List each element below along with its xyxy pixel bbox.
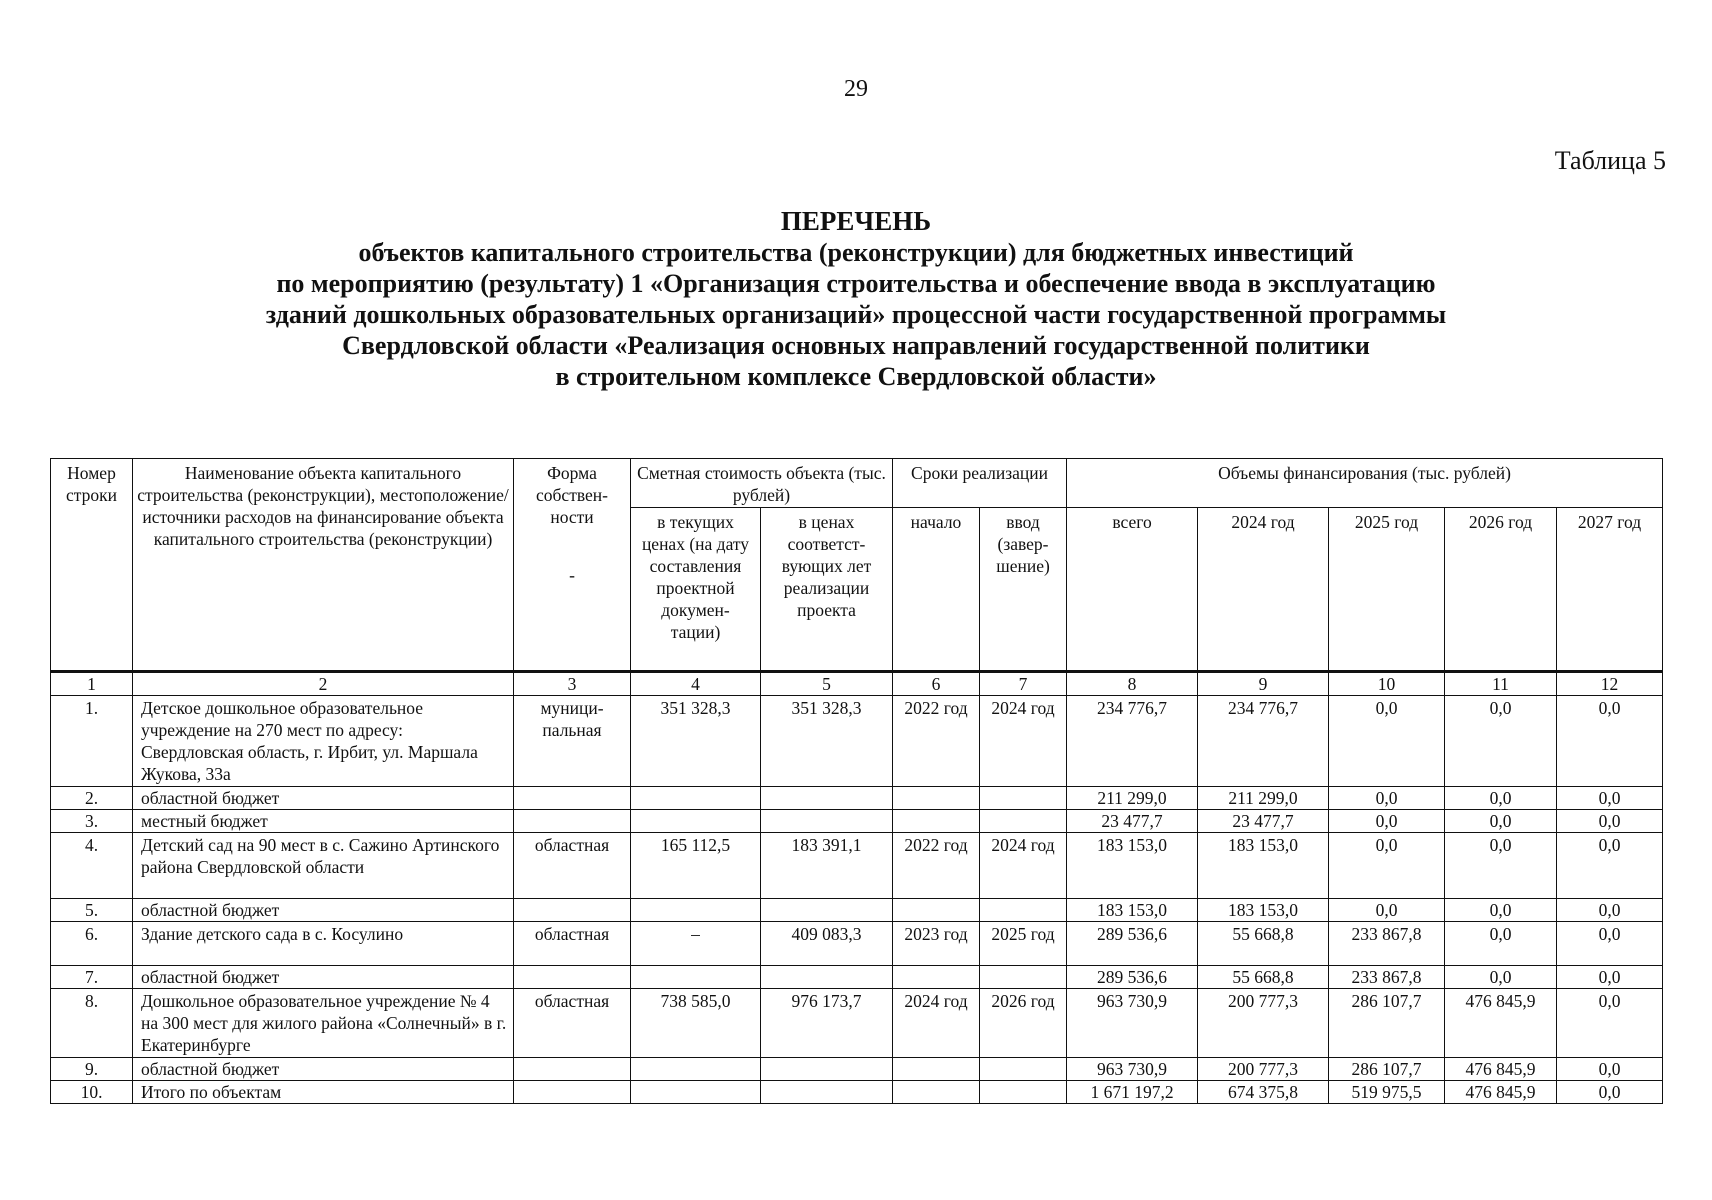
row-number: 2. — [51, 787, 133, 810]
column-number: 7 — [980, 672, 1067, 696]
funding-2027: 0,0 — [1557, 810, 1663, 833]
column-number: 10 — [1329, 672, 1445, 696]
funding-2024: 200 777,3 — [1198, 1058, 1329, 1081]
funding-2027: 0,0 — [1557, 833, 1663, 899]
header-term-end: ввод (завер- шение) — [980, 508, 1067, 672]
table-row — [51, 966, 1663, 989]
term-start — [893, 966, 980, 989]
cost-current-prices — [631, 966, 761, 989]
table-row — [51, 922, 1663, 966]
ownership-form — [514, 1081, 631, 1104]
cost-current-prices: 351 328,3 — [631, 696, 761, 787]
column-number: 9 — [1198, 672, 1329, 696]
cost-year-prices — [761, 1058, 893, 1081]
heading-line: объектов капитального строительства (реконструкции) для бюджетных инвестиций — [358, 238, 1354, 267]
table-row — [51, 989, 1663, 1058]
column-number-row — [51, 672, 1663, 696]
table-row — [51, 787, 1663, 810]
funding-total: 23 477,7 — [1067, 810, 1198, 833]
objects-table — [50, 458, 1663, 1104]
funding-total: 1 671 197,2 — [1067, 1081, 1198, 1104]
table-label: Таблица 5 — [1554, 146, 1666, 175]
funding-2026: 0,0 — [1445, 922, 1557, 966]
cost-current-prices — [631, 787, 761, 810]
header-cost-current-prices: в текущих ценах (на дату составления проектной докумен- тации) — [631, 508, 761, 672]
funding-2026: 0,0 — [1445, 696, 1557, 787]
funding-2026: 0,0 — [1445, 899, 1557, 922]
ownership-form: областная — [514, 989, 631, 1058]
cost-current-prices: – — [631, 922, 761, 966]
funding-2025: 233 867,8 — [1329, 966, 1445, 989]
cost-year-prices: 409 083,3 — [761, 922, 893, 966]
funding-total: 963 730,9 — [1067, 989, 1198, 1058]
cost-year-prices — [761, 966, 893, 989]
header-year-2025: 2025 год — [1329, 508, 1445, 672]
header-estimated-cost: Сметная стоимость объекта (тыс. рублей) — [631, 459, 893, 508]
funding-2024: 234 776,7 — [1198, 696, 1329, 787]
cost-current-prices — [631, 1058, 761, 1081]
table-row — [51, 899, 1663, 922]
ownership-form — [514, 787, 631, 810]
row-number: 10. — [51, 1081, 133, 1104]
object-name: Детский сад на 90 мест в с. Сажино Артинского района Свердловской области — [133, 833, 514, 899]
cost-current-prices — [631, 1081, 761, 1104]
funding-2026: 0,0 — [1445, 810, 1557, 833]
term-start: 2022 год — [893, 696, 980, 787]
term-start — [893, 787, 980, 810]
ownership-form — [514, 899, 631, 922]
object-name: областной бюджет — [133, 899, 514, 922]
funding-2024: 674 375,8 — [1198, 1081, 1329, 1104]
funding-total: 183 153,0 — [1067, 833, 1198, 899]
heading-line: по мероприятию (результату) 1 «Организация строительства и обеспечение ввода в эксплуатацию — [276, 269, 1436, 298]
funding-total: 289 536,6 — [1067, 966, 1198, 989]
object-name: областной бюджет — [133, 787, 514, 810]
funding-2026: 0,0 — [1445, 787, 1557, 810]
funding-2026: 0,0 — [1445, 966, 1557, 989]
term-end — [980, 1081, 1067, 1104]
funding-total: 234 776,7 — [1067, 696, 1198, 787]
ownership-form — [514, 966, 631, 989]
funding-2025: 0,0 — [1329, 787, 1445, 810]
header-year-2026: 2026 год — [1445, 508, 1557, 672]
term-end — [980, 899, 1067, 922]
table-row — [51, 833, 1663, 899]
object-name: Дошкольное образовательное учреждение № 4 на 300 мест для жилого района «Солнечный» в г. Екатеринбурге — [133, 989, 514, 1058]
header-object-name: Наименование объекта капитального строительства (реконструкции), местоположение/ источники расходов на финансирование объекта капитального строительства (реконструкции) — [133, 459, 514, 672]
funding-2026: 0,0 — [1445, 833, 1557, 899]
header-year-2027: 2027 год — [1557, 508, 1663, 672]
funding-2025: 0,0 — [1329, 810, 1445, 833]
object-name: Детское дошкольное образовательное учреждение на 270 мест по адресу: Свердловская область, г. Ирбит, ул. Маршала Жукова, 33а — [133, 696, 514, 787]
ownership-form — [514, 810, 631, 833]
row-number: 3. — [51, 810, 133, 833]
funding-2026: 476 845,9 — [1445, 989, 1557, 1058]
cost-current-prices: 738 585,0 — [631, 989, 761, 1058]
funding-total: 183 153,0 — [1067, 899, 1198, 922]
funding-2027: 0,0 — [1557, 1081, 1663, 1104]
term-start: 2023 год — [893, 922, 980, 966]
ownership-form — [514, 1058, 631, 1081]
term-end: 2024 год — [980, 833, 1067, 899]
term-start — [893, 810, 980, 833]
funding-2024: 23 477,7 — [1198, 810, 1329, 833]
funding-2024: 200 777,3 — [1198, 989, 1329, 1058]
table-row — [51, 1081, 1663, 1104]
funding-2025: 233 867,8 — [1329, 922, 1445, 966]
heading-line: зданий дошкольных образовательных организаций» процессной части государственной программы — [265, 300, 1447, 329]
row-number: 9. — [51, 1058, 133, 1081]
heading-title: ПЕРЕЧЕНЬ — [780, 206, 932, 236]
column-number: 5 — [761, 672, 893, 696]
column-number: 12 — [1557, 672, 1663, 696]
header-ownership-label: Форма собствен- ности — [536, 463, 608, 527]
term-start: 2022 год — [893, 833, 980, 899]
funding-2027: 0,0 — [1557, 989, 1663, 1058]
row-number: 5. — [51, 899, 133, 922]
header-row-number: Номер строки — [51, 459, 133, 672]
funding-2027: 0,0 — [1557, 922, 1663, 966]
term-start — [893, 1081, 980, 1104]
object-name: областной бюджет — [133, 1058, 514, 1081]
cost-current-prices — [631, 810, 761, 833]
header-implementation-terms: Сроки реализации — [893, 459, 1067, 508]
term-start — [893, 899, 980, 922]
funding-2025: 286 107,7 — [1329, 1058, 1445, 1081]
cost-year-prices — [761, 810, 893, 833]
object-name: местный бюджет — [133, 810, 514, 833]
funding-2025: 0,0 — [1329, 833, 1445, 899]
object-name: Итого по объектам — [133, 1081, 514, 1104]
cost-current-prices — [631, 899, 761, 922]
term-start — [893, 1058, 980, 1081]
column-number: 6 — [893, 672, 980, 696]
funding-2027: 0,0 — [1557, 787, 1663, 810]
document-heading — [120, 206, 1592, 392]
column-number: 2 — [133, 672, 514, 696]
term-end — [980, 787, 1067, 810]
funding-2024: 211 299,0 — [1198, 787, 1329, 810]
funding-2025: 519 975,5 — [1329, 1081, 1445, 1104]
header-year-2024: 2024 год — [1198, 508, 1329, 672]
cost-year-prices: 351 328,3 — [761, 696, 893, 787]
object-name: Здание детского сада в с. Косулино — [133, 922, 514, 966]
heading-line: в строительном комплексе Свердловской области» — [555, 362, 1157, 391]
row-number: 7. — [51, 966, 133, 989]
funding-total: 289 536,6 — [1067, 922, 1198, 966]
cost-year-prices: 183 391,1 — [761, 833, 893, 899]
funding-2024: 55 668,8 — [1198, 922, 1329, 966]
cost-current-prices: 165 112,5 — [631, 833, 761, 899]
funding-2027: 0,0 — [1557, 899, 1663, 922]
funding-2025: 0,0 — [1329, 899, 1445, 922]
column-number: 1 — [51, 672, 133, 696]
ownership-form: областная — [514, 833, 631, 899]
page-number: 29 — [844, 76, 868, 102]
row-number: 8. — [51, 989, 133, 1058]
row-number: 1. — [51, 696, 133, 787]
term-end — [980, 1058, 1067, 1081]
header-funding-total: всего — [1067, 508, 1198, 672]
funding-2024: 183 153,0 — [1198, 899, 1329, 922]
column-number: 3 — [514, 672, 631, 696]
header-funding-volumes: Объемы финансирования (тыс. рублей) — [1067, 459, 1663, 508]
cost-year-prices: 976 173,7 — [761, 989, 893, 1058]
term-end — [980, 810, 1067, 833]
row-number: 6. — [51, 922, 133, 966]
column-number: 8 — [1067, 672, 1198, 696]
funding-2027: 0,0 — [1557, 966, 1663, 989]
heading-line: Свердловской области «Реализация основных направлений государственной политики — [342, 331, 1370, 360]
term-end — [980, 966, 1067, 989]
column-number: 11 — [1445, 672, 1557, 696]
funding-2024: 55 668,8 — [1198, 966, 1329, 989]
funding-2026: 476 845,9 — [1445, 1058, 1557, 1081]
header-ownership-mark: - — [569, 565, 575, 585]
funding-2027: 0,0 — [1557, 696, 1663, 787]
row-number: 4. — [51, 833, 133, 899]
funding-2027: 0,0 — [1557, 1058, 1663, 1081]
ownership-form: муници- пальная — [514, 696, 631, 787]
column-number: 4 — [631, 672, 761, 696]
header-cost-year-prices: в ценах соответст- вующих лет реализации проекта — [761, 508, 893, 672]
header-ownership — [514, 459, 631, 672]
cost-year-prices — [761, 899, 893, 922]
term-end: 2026 год — [980, 989, 1067, 1058]
funding-2025: 286 107,7 — [1329, 989, 1445, 1058]
object-name: областной бюджет — [133, 966, 514, 989]
header-term-start: начало — [893, 508, 980, 672]
funding-total: 963 730,9 — [1067, 1058, 1198, 1081]
ownership-form: областная — [514, 922, 631, 966]
table-body — [51, 696, 1663, 1104]
table-row — [51, 696, 1663, 787]
cost-year-prices — [761, 787, 893, 810]
term-end: 2024 год — [980, 696, 1067, 787]
table-header — [51, 459, 1663, 696]
term-end: 2025 год — [980, 922, 1067, 966]
funding-2025: 0,0 — [1329, 696, 1445, 787]
cost-year-prices — [761, 1081, 893, 1104]
funding-total: 211 299,0 — [1067, 787, 1198, 810]
table-row — [51, 810, 1663, 833]
term-start: 2024 год — [893, 989, 980, 1058]
table-row — [51, 1058, 1663, 1081]
funding-2024: 183 153,0 — [1198, 833, 1329, 899]
funding-2026: 476 845,9 — [1445, 1081, 1557, 1104]
